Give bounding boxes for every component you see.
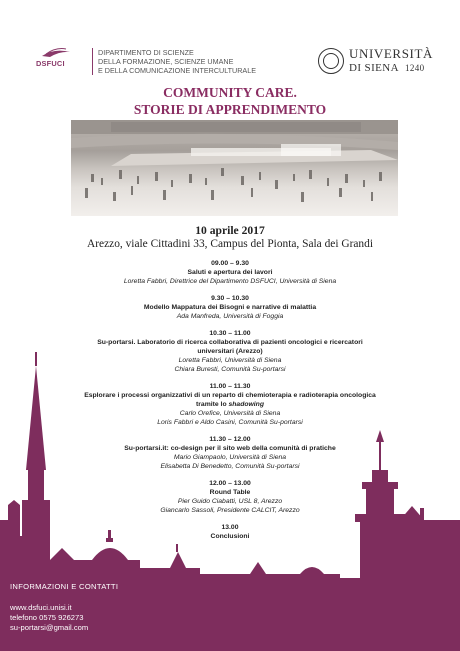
session-title: Saluti e apertura dei lavori [187, 269, 273, 276]
session-time: 12.00 – 13.00 [209, 480, 251, 487]
contact-website-link[interactable]: www.dsfuci.unisi.it [10, 603, 72, 612]
session-title: Modello Mappatura dei Bisogni e narrative di malattia [143, 304, 317, 311]
session-time: 13.00 [221, 524, 239, 531]
session-speaker: Giancarlo Sassoli, Presidente CALCIT, Arezzo [160, 507, 300, 514]
contact-email-link[interactable]: su-portarsi@gmail.com [10, 623, 89, 632]
contact-info [10, 582, 118, 633]
session-speaker: Loris Fabbri e Aldo Casini, Comunità Su-portarsi [157, 419, 303, 426]
session-speaker: Mario Giampaolo, Università di Siena [173, 454, 287, 461]
session-time: 9.30 – 10.30 [211, 295, 249, 302]
session-speaker: Elisabetta Di Benedetto, Comunità Su-portarsi [160, 463, 300, 470]
contact-heading: INFORMAZIONI E CONTATTI [10, 582, 119, 591]
university-year: 1240 [404, 63, 425, 73]
session-title: Su-portarsi. Laboratorio di ricerca collaborativa di pazienti oncologici e ricercatori [97, 339, 363, 346]
session-title: Su-portarsi.it: co-design per il sito web della comunità di pratiche [124, 445, 336, 452]
university-line-1: UNIVERSITÀ [349, 46, 433, 61]
session-speaker: Ada Manfreda, Università di Foggia [176, 313, 284, 320]
session-time: 09.00 – 9.30 [211, 260, 249, 267]
session-speaker: Carlo Orefice, Università di Siena [179, 410, 281, 417]
department-line: DELLA FORMAZIONE, SCIENZE UMANE [98, 56, 234, 66]
session-title: universitari (Arezzo) [197, 348, 263, 355]
event-title-line-2: STORIE DI APPRENDIMENTO [133, 102, 327, 117]
session-speaker: Chiara Buresti, Comunità Su-portarsi [174, 366, 286, 373]
university-line-2: DI SIENA 1240 [349, 62, 425, 74]
session-time: 10.30 – 11.00 [209, 330, 251, 337]
session-time: 11.00 – 11.30 [209, 383, 251, 390]
contact-phone: telefono 0575 926273 [10, 613, 84, 622]
department-line: DIPARTIMENTO DI SCIENZE [98, 47, 194, 57]
session-time: 11.30 – 12.00 [209, 436, 251, 443]
session-title: Conclusioni [210, 533, 250, 540]
session-speaker: Loretta Fabbri, Direttrice del Dipartimento DSFUCI, Università di Siena [123, 278, 337, 285]
dsfuci-wordmark: DSFUCI [36, 59, 65, 68]
session-title: Esplorare i processi organizzativi di un reparto di chemioterapia e radioterapia oncologica [84, 392, 376, 399]
session-title: Round Table [209, 489, 251, 496]
department-line: E DELLA COMUNICAZIONE INTERCULTURALE [98, 65, 257, 75]
session-speaker: Loretta Fabbri, Università di Siena [178, 357, 282, 364]
event-venue: Arezzo, viale Cittadini 33, Campus del Pionta, Sala dei Grandi [87, 238, 373, 250]
event-title-line-1: COMMUNITY CARE. [163, 85, 297, 100]
session-speaker: Pier Guido Ciabatti, USL 8, Arezzo [177, 498, 283, 505]
event-date: 10 aprile 2017 [195, 224, 265, 237]
session-title: tramite lo shadowing [196, 401, 264, 408]
